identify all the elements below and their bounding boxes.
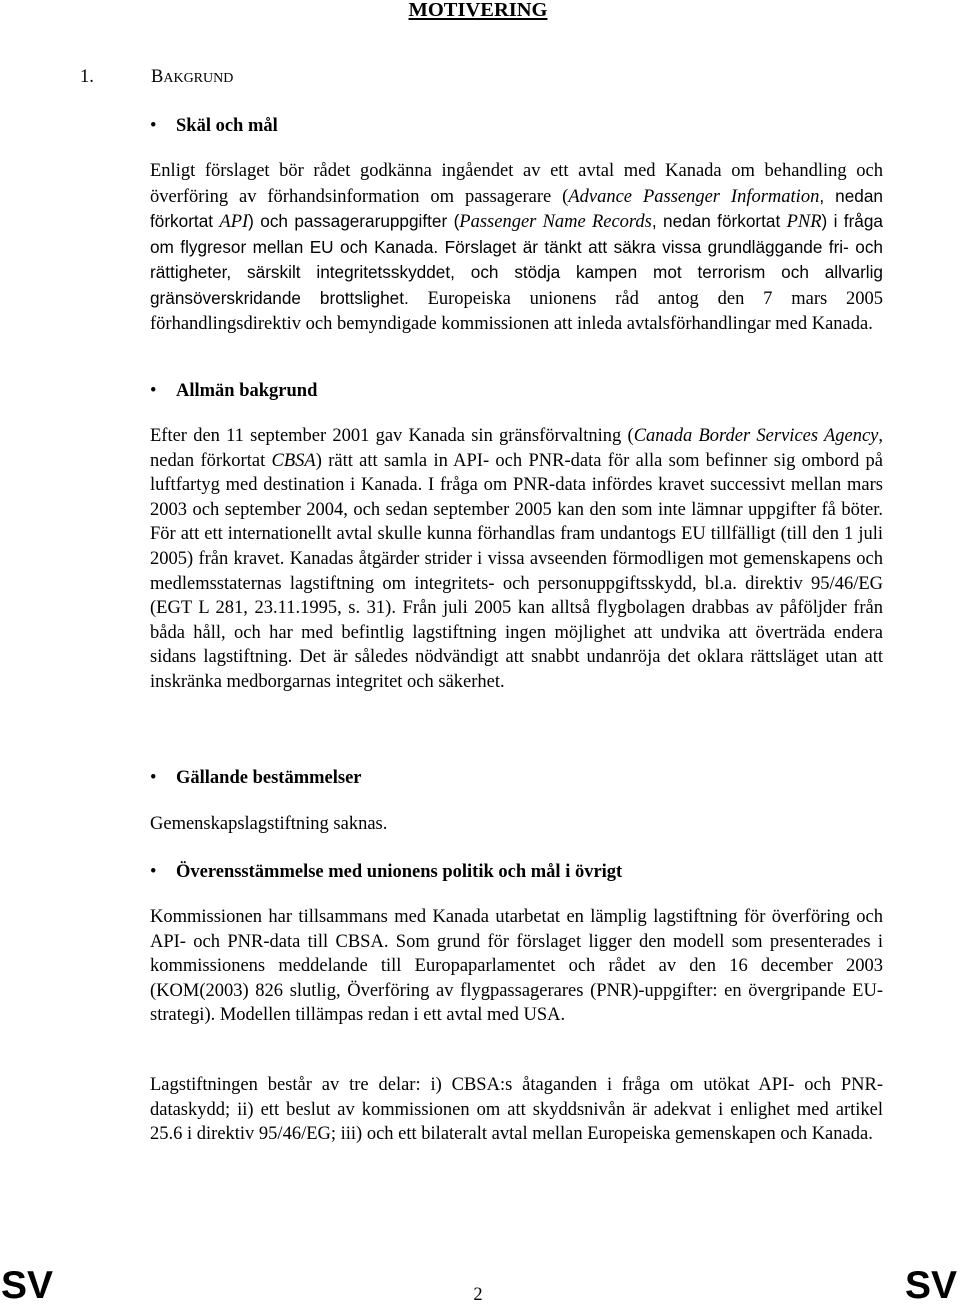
italic-term: Canada Border Services Agency (633, 426, 879, 446)
italic-term: PNR (786, 212, 822, 233)
paragraph (150, 1073, 883, 1147)
paragraph (150, 812, 883, 837)
section-title: BAKGRUND (151, 67, 234, 87)
footer-language-left: SV (1, 1264, 54, 1307)
text-run: Gemenskapslagstiftning saknas. (150, 814, 388, 834)
italic-term: Advance Passenger Information (568, 186, 820, 207)
footer-page-number: 2 (473, 1285, 483, 1305)
section-number: 1. (80, 67, 94, 87)
bullet-icon: • (150, 116, 157, 136)
text-run: ) i fråga om flygresor mellan EU och Kanada. (150, 211, 883, 257)
text-run: , nedan förkortat (651, 211, 787, 232)
text-run: Förslaget är tänkt att säkra vissa grundläggande fri- och rättigheter, särskilt integritetsskyddet, och stödja kampen mot terrorism och allvarlig gränsöverskridande brottslighet. (150, 236, 883, 308)
text-run: Europeiska unionens råd antog den 7 mars 2005 förhandlingsdirektiv och bemyndigade kommissionen att inleda avtalsförhandlingar med Kanada. (150, 288, 884, 334)
document-title: MOTIVERING (408, 0, 548, 21)
bullet-icon: • (150, 381, 157, 401)
italic-term: CBSA (271, 450, 316, 471)
text-run: ) och passageraruppgifter ( (248, 211, 460, 232)
text-run: , nedan förkortat (150, 185, 883, 232)
footer-language-right: SV (904, 1264, 957, 1307)
text-run: Kommissionen har tillsammans med Kanada utarbetat en lämplig lagstiftning för överföring och API- och PNR-data till CBSA. Som grund för förslaget ligger den modell som presenterades i kommissionens meddelande till Europaparlamentet och rådet av den 16 december 2003 (KOM(2003) 826 slutlig, Överföring av flygpassagerares (PNR)-uppgifter: en övergripande EU-strategi). Modellen tillämpas redan i ett avtal med USA. (150, 907, 883, 1026)
paragraph (150, 424, 883, 695)
text-run: Enligt förslaget bör rådet godkänna ingåendet av ett avtal med Kanada om behandling och överföring av förhandsinformation om passagerare ( (150, 161, 883, 207)
italic-term: API (219, 212, 249, 233)
bullet-icon: • (150, 768, 157, 788)
bullet-icon: • (150, 862, 157, 882)
text-run: ) rätt att samla in API- och PNR-data för alla som befinner sig ombord på luftfartyg med destination i Kanada. I fråga om PNR-data infördes kravet successivt mellan mars 2003 och september 2004, och sedan september 2005 kan den som inte lämnar uppgifter få böter. För att ett internationellt avtal skulle kunna förhandlas fram undantogs EU tillfälligt (till den 1 juli 2005) från kravet. Kanadas åtgärder strider i vissa avseenden förmodligen mot gemenskapens och medlemsstaternas lagstiftning om integritets- och personuppgiftsskydd, bl.a. direktiv 95/46/EG (EGT L 281, 23.11.1995, s. 31). Från juli 2005 kan alltså flygbolagen drabbas av påföljder från båda håll, och har med befintlig lagstiftning ingen möjlighet att undvika att överträda endera sidans lagstiftning. Det är således nödvändigt att snabbt undanröja det oklara rättsläget utan att inskränka medborgarnas integritet och säkerhet. (150, 450, 883, 692)
text-run: Lagstiftningen består av tre delar: i) CBSA:s åtaganden i fråga om utökat API- och PNR-dataskydd; ii) ett beslut av kommissionen om att skyddsnivån är adekvat i enlighet med artikel 25.6 i direktiv 95/46/EG; iii) och ett bilateralt avtal mellan Europeiska gemenskapen och Kanada. (150, 1075, 883, 1145)
paragraph (150, 905, 883, 1028)
paragraph (150, 159, 883, 336)
italic-term: Passenger Name Records (459, 212, 652, 233)
text-run: Efter den 11 september 2001 gav Kanada sin gränsförvaltning ( (150, 426, 634, 446)
text-run: , nedan förkortat (150, 426, 884, 471)
